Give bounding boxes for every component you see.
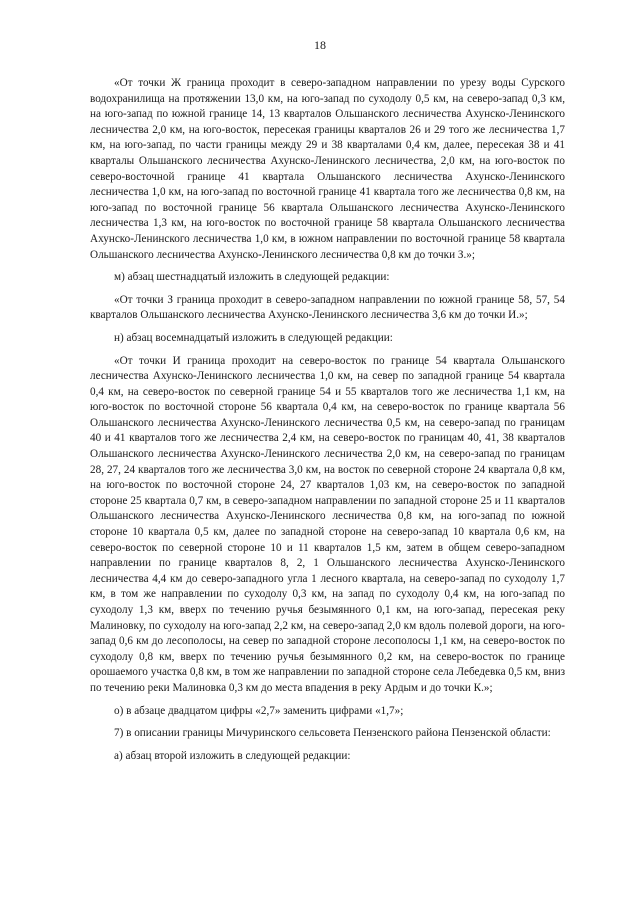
- document-body: [90, 76, 565, 771]
- paragraph-boundary-point-zh: «От точки Ж граница проходит в северо-западном направлении по урезу воды Сурского водохранилища на протяжении 13,0 км, на юго-запад по суходолу 0,5 км, на северо-запад 0,3 км, на юго-запад по южной границе 14, 13 кварталов Ольшанского лесничества Ахунско-Ленинского лесничества 2,0 км, на юго-восток, пересекая границы кварталов 26 и 29 того же лесничества 1,7 км, на юго-запад, по части границы между 29 и 38 кварталами 0,4 км, далее, пересекая 38 и 41 кварталы Ольшанского лесничества Ахунско-Ленинского лесничества, 2,0 км, на юго-восток по северо-восточной границе 41 квартала Ольшанского лесничества Ахунско-Ленинского лесничества 1,0 км, на юго-запад по восточной границе 41 квартала того же лесничества 0,8 км, на юго-запад по восточной границе 56 квартала Ольшанского лесничества Ахунско-Ленинского лесничества 1,3 км, на юго-восток по восточной границе 58 квартала Ольшанского лесничества Ахунско-Ленинского лесничества 1,0 км, в южном направлении по восточной границе 58 квартала Ольшанского лесничества Ахунско-Ленинского лесничества 0,8 км до точки З.»;: [90, 77, 565, 261]
- paragraph-amendment-m: м) абзац шестнадцатый изложить в следующей редакции:: [114, 271, 390, 284]
- paragraph-amendment-a: а) абзац второй изложить в следующей редакции:: [114, 749, 351, 762]
- paragraph-item-7: 7) в описании границы Мичуринского сельсовета Пензенского района Пензенской области:: [114, 727, 551, 740]
- page-number: 18: [314, 38, 326, 52]
- paragraph-boundary-point-z: «От точки З граница проходит в северо-западном направлении по южной границе 58, 57, 54 кварталов Ольшанского лесничества Ахунско-Ленинского лесничества 3,6 км до точки И.»;: [90, 293, 565, 322]
- paragraph-amendment-o: о) в абзаце двадцатом цифры «2,7» заменить цифрами «1,7»;: [114, 704, 404, 717]
- paragraph-amendment-n: н) абзац восемнадцатый изложить в следующей редакции:: [114, 331, 393, 344]
- paragraph-boundary-point-i: «От точки И граница проходит на северо-восток по границе 54 квартала Ольшанского лесничества Ахунско-Ленинского лесничества 1,0 км, на север по западной границе 54 квартала 0,4 км, на северо-восток по северной границе 54 и 55 кварталов того же лесничества 1,1 км, на юго-восток по восточной стороне 56 квартала 0,4 км, на северо-восток по границе квартала 56 Ольшанского лесничества Ахунско-Ленинского лесничества 0,5 км, на северо-запад по границам 40 и 41 кварталов того же лесничества 2,4 км, на северо-восток по границам 40, 41, 38 кварталов Ольшанского лесничества Ахунско-Ленинского лесничества 2,0 км, на северо-запад по границам 28, 27, 24 кварталов того же лесничества 3,0 км, на восток по северной стороне 24 квартала 0,8 км, на юго-восток по восточной стороне 24, 27 кварталов 1,03 км, на северо-восток по западной стороне 25 квартала 0,7 км, в северо-западном направлении по западной стороне 25 и 11 кварталов Ольшанского лесничества Ахунско-Ленинского лесничества 0,8 км, на юго-запад по южной стороне 10 квартала 0,5 км, далее по западной стороне на северо-запад 10 квартала 0,6 км, на северо-восток по северной стороне 10 и 11 кварталов 1,5 км, затем в общем северо-западном направлении по границе кварталов 8, 2, 1 Ольшанского лесничества Ахунско-Ленинского лесничества 4,4 км до северо-западного угла 1 лесного квартала, на северо-запад по суходолу 1,7 км, в том же направлении по суходолу 0,3 км, на запад по суходолу 0,4 км, на юго-запад по суходолу 1,3 км, вверх по течению ручья безымянного 0,1 км, на юго-запад, пересекая реку Малиновку, по суходолу на юго-запад 2,2 км, на северо-запад 2,0 км вдоль полевой дороги, на юго-запад 0,6 км до лесополосы, на север по западной стороне лесополосы 1,1 км, на северо-восток по суходолу 0,8 км, вверх по течению ручья безымянного 0,2 км, на северо-восток по границе орошаемого участка 0,8 км, в том же направлении по западной стороне села Лебедевка 0,5 км, вниз по течению реки Малиновка 0,3 км до места впадения в реку Ардым и до точки К.»;: [90, 354, 565, 694]
